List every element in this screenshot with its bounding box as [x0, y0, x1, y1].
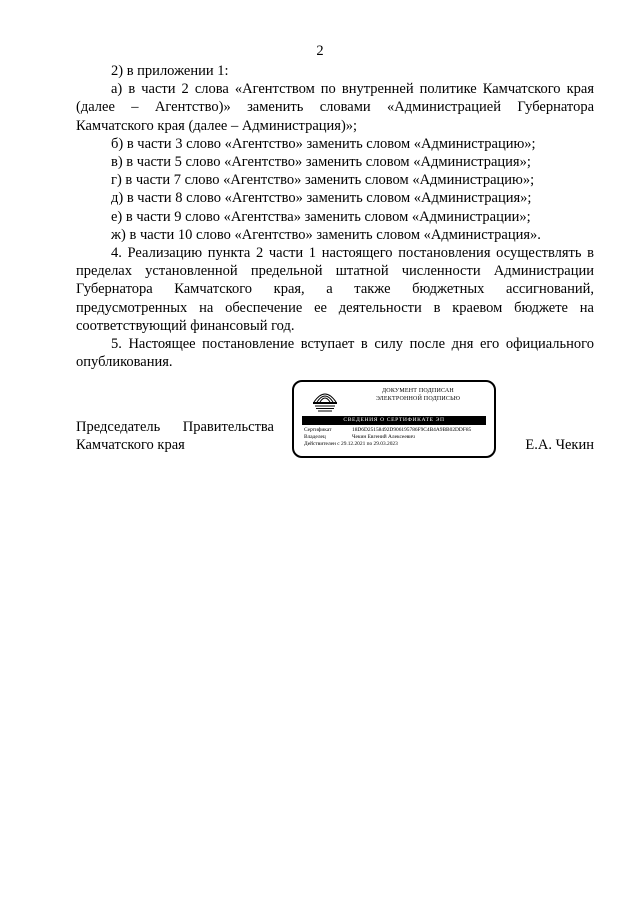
- esig-heading-line1: ДОКУМЕНТ ПОДПИСАН: [382, 388, 454, 394]
- esig-row-label: Действителен с 29.12.2021 по 29.03.2023: [304, 441, 398, 447]
- paragraph: в) в части 5 слово «Агентство» заменить словом «Администрация»;: [111, 154, 531, 171]
- paragraph: д) в части 8 слово «Агентство» заменить словом «Администрация»;: [111, 190, 532, 207]
- paragraph: а) в части 2 слова «Агентством по внутренней политике Камчатского края (далее – Агентство)» заменить словами «Администрацией Губернатора Камчатского края (далее – Администрация)»;: [76, 81, 594, 134]
- esig-row-label: Сертификат: [304, 427, 332, 433]
- esig-details: [304, 427, 488, 448]
- esig-row: [304, 441, 488, 448]
- paragraph: ж) в части 10 слово «Агентство» заменить словом «Администрация».: [111, 226, 541, 243]
- esig-row-value: 18D6D25158492D906195786F9C4B4A9BB02DDF85: [352, 427, 472, 433]
- paragraph: 5. Настоящее постановление вступает в силу после дня его официального опубликования.: [76, 336, 594, 371]
- paragraph: 4. Реализацию пункта 2 части 1 настоящего постановления осуществлять в пределах установленной предельной штатной численности Администрации Губернатора Камчатского края, а также бюджетных ассигнований, предусмотренных на обеспечение ее деятельности в краевом бюджете на соответствующий финансовый год.: [76, 245, 594, 334]
- esig-row: [304, 427, 488, 434]
- signer-name: Е.А. Чекин: [525, 437, 594, 453]
- esig-heading: [352, 388, 484, 403]
- signer-title-line1: Председатель Правительства: [76, 419, 274, 435]
- esig-row: [304, 434, 488, 441]
- page-number: 2: [316, 43, 324, 59]
- signer-title-line2: Камчатского края: [76, 437, 185, 453]
- esig-row-label: Владелец: [304, 434, 326, 440]
- paragraph: 2) в приложении 1:: [111, 63, 229, 79]
- signature-block: [76, 380, 594, 460]
- paragraph: е) в части 9 слово «Агентства» заменить словом «Администрации»;: [111, 208, 531, 225]
- coat-of-arms-icon: [310, 388, 340, 414]
- esig-row-value: Чекин Евгений Алексеевич: [352, 434, 415, 440]
- paragraph: б) в части 3 слово «Агентство» заменить словом «Администрацию»;: [111, 135, 536, 152]
- document-body: [76, 62, 594, 371]
- esig-heading-line2: ЭЛЕКТРОННОЙ ПОДПИСЬЮ: [375, 395, 461, 402]
- esig-certificate-bar: СВЕДЕНИЯ О СЕРТИФИКАТЕ ЭП: [302, 416, 486, 425]
- paragraph: г) в части 7 слово «Агентство» заменить словом «Администрацию»;: [111, 172, 535, 189]
- electronic-signature-stamp: [292, 380, 496, 458]
